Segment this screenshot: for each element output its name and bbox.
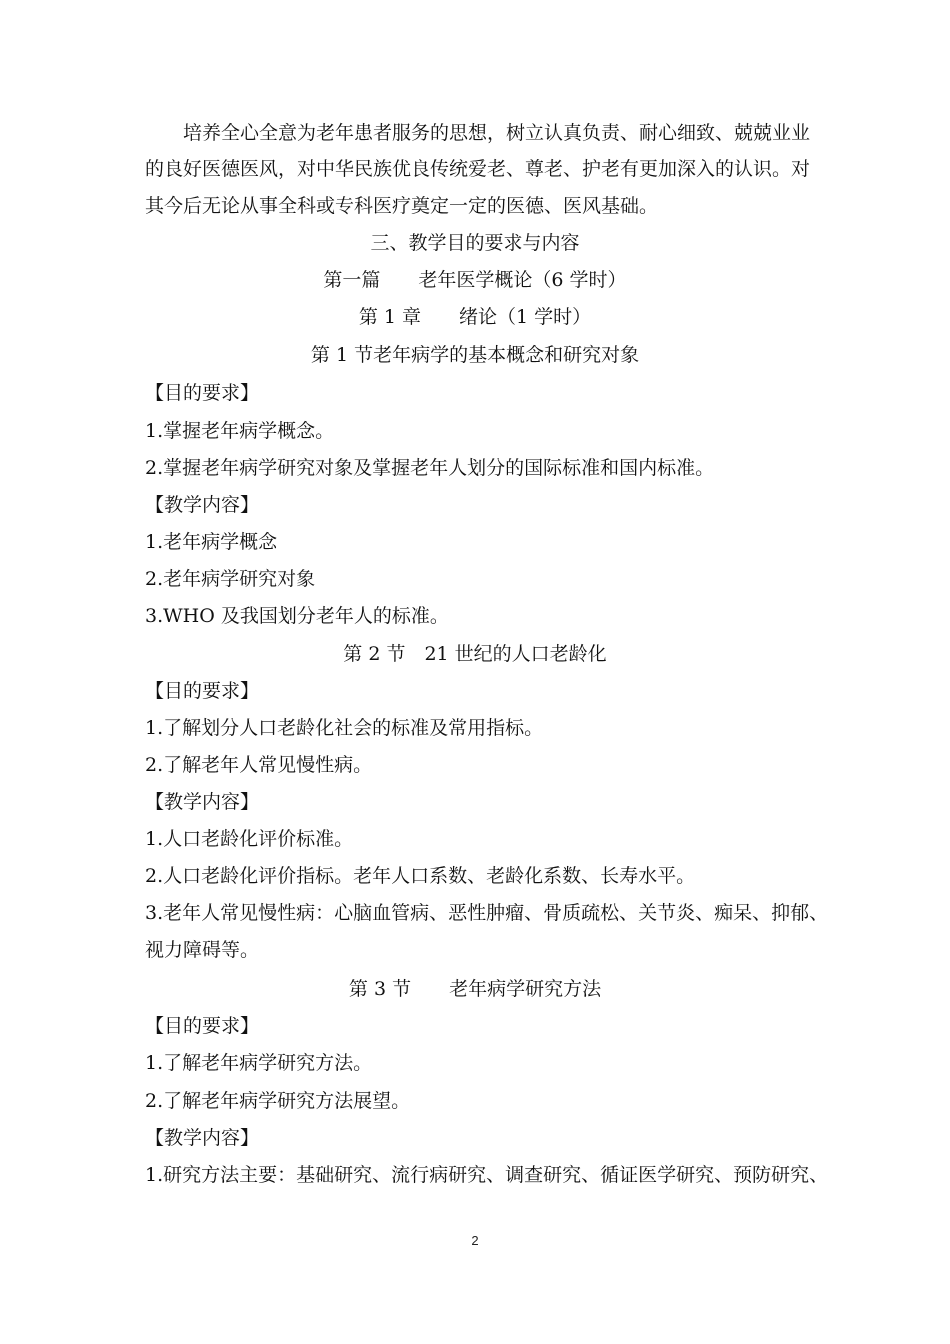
section-1-content-heading: 【教学内容】 <box>145 494 260 516</box>
section-3-content-heading: 【教学内容】 <box>145 1127 260 1149</box>
section-2-content-1: 1.人口老龄化评价标准。 <box>145 828 354 850</box>
section-1-goal-1: 1.掌握老年病学概念。 <box>145 420 335 442</box>
section-3-goal-1: 1.了解老年病学研究方法。 <box>145 1052 373 1074</box>
section-1-goal-heading: 【目的要求】 <box>145 382 260 404</box>
section-1-content-1: 1.老年病学概念 <box>145 531 278 553</box>
section-3-title: 第 3 节 老年病学研究方法 <box>348 978 602 1000</box>
section-2-content-3: 3.老年人常见慢性病：心脑血管病、恶性肿瘤、骨质疏松、关节炎、痴呆、抑郁、 <box>145 902 829 924</box>
part-title: 第一篇 老年医学概论（6 学时） <box>323 269 627 291</box>
section-2-goal-1: 1.了解划分人口老龄化社会的标准及常用指标。 <box>145 717 544 739</box>
section-1-title: 第 1 节老年病学的基本概念和研究对象 <box>310 344 640 366</box>
section-1-goal-2: 2.掌握老年病学研究对象及掌握老年人划分的国际标准和国内标准。 <box>145 457 715 479</box>
section-2-content-heading: 【教学内容】 <box>145 791 260 813</box>
intro-paragraph-line-2: 的良好医德医风，对中华民族优良传统爱老、尊老、护老有更加深入的认识。对 <box>145 158 811 180</box>
chapter-title: 第 1 章 绪论（1 学时） <box>358 306 592 328</box>
section-2-content-3-continued: 视力障碍等。 <box>145 939 260 961</box>
section-3-goal-2: 2.了解老年病学研究方法展望。 <box>145 1090 411 1112</box>
section-2-goal-heading: 【目的要求】 <box>145 680 260 702</box>
section-3-goal-heading: 【目的要求】 <box>145 1015 260 1037</box>
section-2-title: 第 2 节 21 世纪的人口老龄化 <box>343 643 607 665</box>
section-title: 三、教学目的要求与内容 <box>370 232 580 254</box>
intro-paragraph-line-1: 培养全心全意为老年患者服务的思想，树立认真负责、耐心细致、兢兢业业 <box>183 122 811 144</box>
section-1-content-3: 3.WHO 及我国划分老年人的标准。 <box>145 605 449 627</box>
section-2-content-2: 2.人口老龄化评价指标。老年人口系数、老龄化系数、长寿水平。 <box>145 865 696 887</box>
section-1-content-2: 2.老年病学研究对象 <box>145 568 316 590</box>
section-3-content-1: 1.研究方法主要：基础研究、流行病研究、调查研究、循证医学研究、预防研究、 <box>145 1164 829 1186</box>
page-number: 2 <box>471 1233 479 1248</box>
intro-paragraph-line-3: 其今后无论从事全科或专科医疗奠定一定的医德、医风基础。 <box>145 195 659 217</box>
section-2-goal-2: 2.了解老年人常见慢性病。 <box>145 754 373 776</box>
